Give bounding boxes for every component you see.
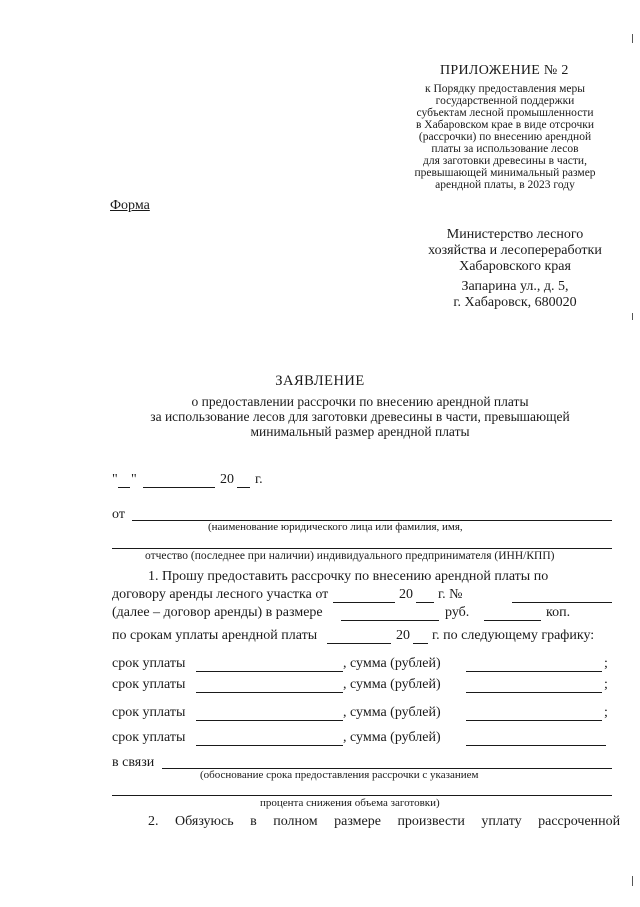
terms-date-field[interactable] [327, 643, 391, 644]
schedule-sum-label: , сумма (рублей) [343, 677, 441, 692]
contract-year-field[interactable] [416, 602, 434, 603]
para1-amount-label: (далее – договор аренды) в размере [112, 605, 323, 620]
appendix-line: субъектам лесной промышленности [416, 107, 594, 119]
subtitle-line: за использование лесов для заготовки древесины в части, превышающей [150, 409, 570, 424]
document-subtitle [60, 394, 640, 439]
document-title: ЗАЯВЛЕНИЕ [275, 373, 365, 389]
kop-label: коп. [546, 605, 571, 620]
terms-year-prefix: 20 [396, 628, 410, 643]
para1-line1: 1. Прошу предоставить рассрочку по внесению арендной платы по [148, 569, 549, 584]
recipient [405, 227, 625, 275]
reason-field-2[interactable] [112, 795, 612, 796]
date-close-quote: " [131, 472, 137, 487]
contract-number-field[interactable] [512, 602, 612, 603]
schedule-row-end: ; [604, 656, 608, 671]
schedule-term-field[interactable] [196, 745, 343, 746]
appendix-line: платы за использование лесов [431, 143, 579, 155]
schedule-term-label: срок уплаты [112, 705, 186, 720]
para2-text: 2. Обязуюсь в полном размере произвести уплату рассроченной [148, 814, 621, 829]
date-year-prefix: 20 [220, 472, 234, 487]
schedule-term-field[interactable] [196, 692, 343, 693]
appendix-text [380, 83, 630, 191]
date-month-field[interactable] [143, 487, 215, 488]
date-year-field[interactable] [237, 487, 250, 488]
from-label: от [112, 507, 125, 522]
appendix-line: в Хабаровском крае в виде отсрочки [415, 119, 595, 131]
contract-date-field[interactable] [333, 602, 395, 603]
schedule-term-label: срок уплаты [112, 656, 186, 671]
recipient-line: Министерство лесного [446, 227, 584, 242]
reason-hint-2: процента снижения объема заготовки) [260, 797, 440, 809]
applicant-hint: (наименование юридического лица или фамилия, имя, [208, 521, 463, 533]
scan-mark [632, 34, 633, 43]
schedule-sum-label: , сумма (рублей) [343, 656, 441, 671]
rub-label: руб. [445, 605, 470, 620]
schedule-term-field[interactable] [196, 671, 343, 672]
applicant-hint-2: отчество (последнее при наличии) индивидуального предпринимателя (ИНН/КПП) [145, 550, 555, 562]
recipient-line: Хабаровского края [459, 259, 571, 274]
para1-contract-label: договору аренды лесного участка от [112, 587, 329, 602]
schedule-row-end: ; [604, 677, 608, 692]
schedule-sum-field[interactable] [466, 720, 602, 721]
appendix-line: для заготовки древесины в части, [423, 155, 587, 167]
schedule-sum-label: , сумма (рублей) [343, 705, 441, 720]
reason-hint: (обоснование срока предоставления рассрочки с указанием [200, 769, 479, 781]
address-line: г. Хабаровск, 680020 [453, 295, 577, 310]
schedule-sum-field[interactable] [466, 745, 606, 746]
appendix-title: ПРИЛОЖЕНИЕ № 2 [440, 63, 569, 78]
appendix-line: превышающей минимальный размер [414, 167, 596, 179]
form-label: Форма [110, 198, 150, 213]
amount-rub-field[interactable] [341, 620, 439, 621]
subtitle-line: о предоставлении рассрочки по внесению арендной платы [191, 394, 529, 409]
terms-schedule-label: г. по следующему графику: [432, 628, 595, 643]
schedule-sum-label: , сумма (рублей) [343, 730, 441, 745]
applicant-name-field-2[interactable] [112, 548, 612, 549]
date-year-suffix: г. [255, 472, 263, 487]
appendix-line: к Порядку предоставления меры [424, 83, 586, 95]
schedule-sum-field[interactable] [466, 671, 602, 672]
schedule-term-field[interactable] [196, 720, 343, 721]
date-open-quote: " [112, 472, 118, 487]
contract-number-label: г. № [438, 587, 463, 602]
reason-label: в связи [112, 755, 155, 770]
subtitle-line: минимальный размер арендной платы [250, 424, 470, 439]
appendix-line: (рассрочки) по внесению арендной [418, 131, 592, 143]
contract-year-prefix: 20 [399, 587, 413, 602]
recipient-line: хозяйства и лесопереработки [428, 243, 602, 258]
schedule-term-label: срок уплаты [112, 677, 186, 692]
amount-kop-field[interactable] [484, 620, 541, 621]
schedule-row-end: ; [604, 705, 608, 720]
appendix-line: арендной платы, в 2023 году [435, 179, 575, 191]
recipient-address [405, 279, 625, 311]
address-line: Запарина ул., д. 5, [461, 279, 569, 294]
schedule-term-label: срок уплаты [112, 730, 186, 745]
scan-mark [632, 876, 633, 886]
appendix-line: государственной поддержки [435, 95, 575, 107]
scan-mark [632, 313, 633, 320]
para1-terms-label: по срокам уплаты арендной платы [112, 628, 318, 643]
date-day-field[interactable] [118, 487, 130, 488]
schedule-sum-field[interactable] [466, 692, 602, 693]
terms-year-field[interactable] [413, 643, 428, 644]
